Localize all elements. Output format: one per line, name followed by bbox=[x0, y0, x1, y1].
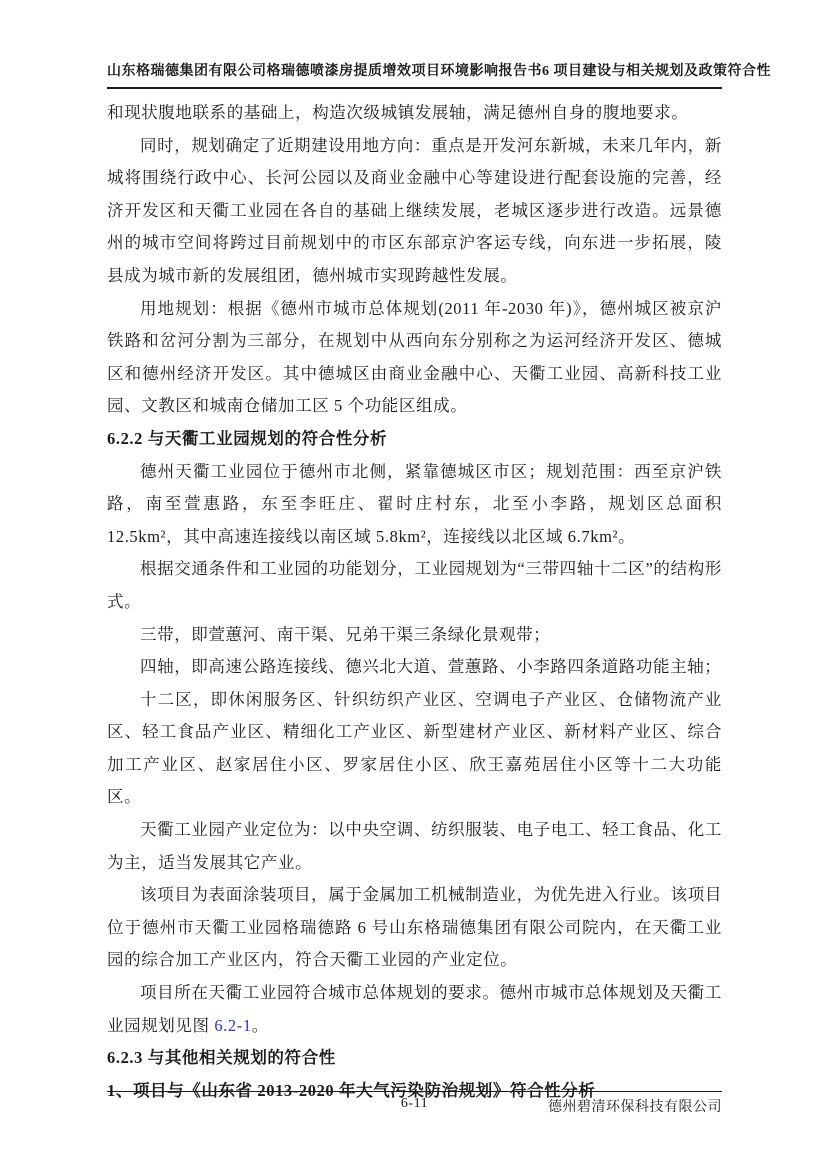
section-heading bbox=[107, 423, 722, 456]
document-body bbox=[107, 97, 722, 1107]
text-run: 十二区，即休闲服务区、针织纺织产业区、空调电子产业区、仓储物流产业区、轻工食品产业区、精细化工产业区、新型建材产业区、新材料产业区、综合加工产业区、赵家居住小区、罗家居住小区、欣王嘉苑居住小区等十二大功能区。 bbox=[107, 689, 722, 807]
text-run: 该项目为表面涂装项目，属于金属加工机械制造业，为优先进入行业。该项目位于德州市天衢工业园格瑞德路 6 号山东格瑞德集团有限公司院内，在天衢工业园的综合加工产业区内，符合天衢工业园的产业定位。 bbox=[107, 885, 722, 970]
page-number: 6-11 bbox=[400, 1096, 429, 1111]
text-run: 德州天衢工业园位于德州市北侧，紧靠德城区市区；规划范围：西至京沪铁路，南至萱惠路，东至李旺庄、翟时庄村东，北至小李路，规划区总面积 12.5km²，其中高速连接线以南区域 5.8km²，连接线以北区域 6.7km²。 bbox=[107, 461, 722, 546]
paragraph bbox=[107, 651, 722, 684]
paragraph bbox=[107, 977, 722, 1042]
paragraph bbox=[107, 130, 722, 293]
text-run: 天衢工业园产业定位为：以中央空调、纺织服装、电子电工、轻工食品、化工为主，适当发展其它产业。 bbox=[107, 820, 722, 872]
page-footer bbox=[107, 1096, 722, 1118]
footer-divider bbox=[107, 1091, 722, 1092]
text-run: 6.2.2 与天衢工业园规划的符合性分析 bbox=[107, 428, 388, 448]
text-run: 根据交通条件和工业园的功能划分，工业园规划为“三带四轴十二区”的结构形式。 bbox=[107, 559, 722, 611]
paragraph bbox=[107, 97, 722, 130]
page-header bbox=[107, 60, 771, 89]
figure-link[interactable]: 6.2-1 bbox=[214, 1015, 252, 1035]
text-run: 和现状腹地联系的基础上，构造次级城镇发展轴，满足德州自身的腹地要求。 bbox=[107, 103, 689, 122]
text-run: 6.2.3 与其他相关规划的符合性 bbox=[107, 1048, 336, 1068]
section-heading bbox=[107, 1042, 722, 1075]
paragraph bbox=[107, 293, 722, 423]
paragraph bbox=[107, 619, 722, 652]
paragraph bbox=[107, 553, 722, 618]
paragraph bbox=[107, 879, 722, 977]
footer-company-name: 德州碧清环保科技有限公司 bbox=[548, 1100, 722, 1115]
text-run: 同时，规划确定了近期建设用地方向：重点是开发河东新城，未来几年内，新城将围绕行政中心、长河公园以及商业金融中心等建设进行配套设施的完善，经济开发区和天衢工业园在各自的基础上继续发展，老城区逐步进行改造。远景德州的城市空间将跨过目前规划中的市区东部京沪客运专线，向东进一步拓展，陵县成为城市新的发展组团，德州城市实现跨越性发展。 bbox=[107, 135, 722, 285]
text-run: 四轴，即高速公路连接线、德兴北大道、萱蕙路、小李路四条道路功能主轴； bbox=[140, 657, 722, 677]
text-run: 三带，即萱蕙河、南干渠、兄弟干渠三条绿化景观带； bbox=[140, 624, 551, 644]
header-report-title: 山东格瑞德集团有限公司格瑞德喷漆房提质增效项目环境影响报告书 bbox=[107, 64, 542, 79]
paragraph bbox=[107, 456, 722, 554]
header-section-title: 6 项目建设与相关规划及政策符合性 bbox=[542, 64, 771, 79]
text-run: 1、项目与《山东省 2013-2020 年大气污染防治规划》符合性分析 bbox=[107, 1080, 596, 1100]
paragraph bbox=[107, 814, 722, 879]
text-run: 。 bbox=[251, 1015, 269, 1035]
text-run: 用地规划：根据《德州市城市总体规划(2011 年-2030 年)》，德州城区被京沪铁路和岔河分割为三部分，在规划中从西向东分别称之为运河经济开发区、德城区和德州经济开发区。其中德城区由商业金融中心、天衢工业园、高新科技工业园、文教区和城南仓储加工区 5 个功能区组成。 bbox=[107, 298, 722, 416]
paragraph bbox=[107, 684, 722, 814]
text-run: 项目所在天衢工业园符合城市总体规划的要求。德州市城市总体规划及天衢工业园规划见图 bbox=[107, 983, 722, 1035]
